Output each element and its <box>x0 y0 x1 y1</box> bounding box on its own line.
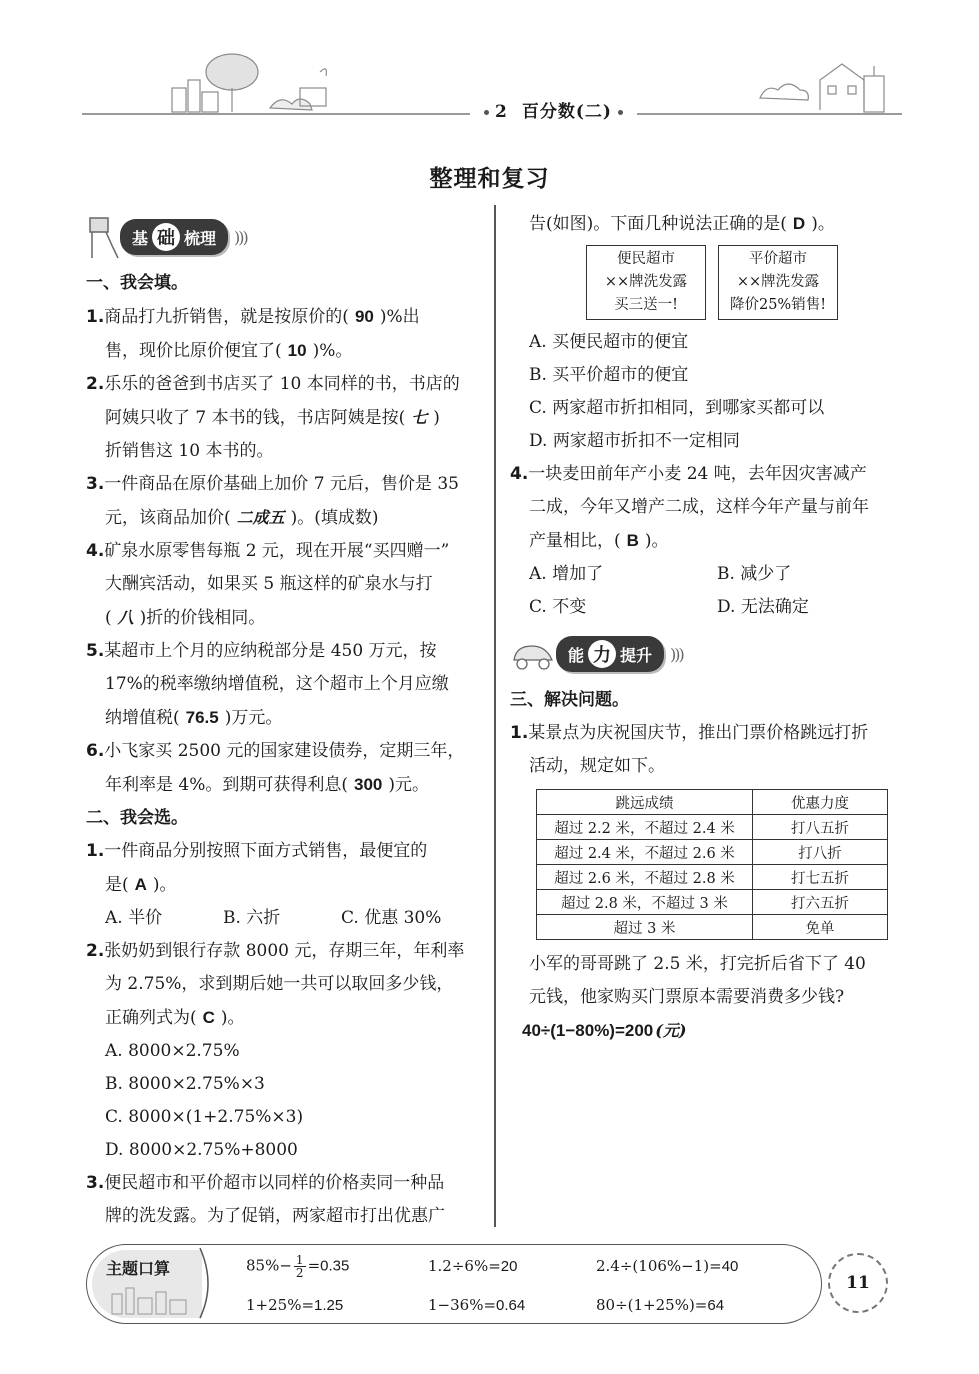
oral-expr: 85%− <box>246 1256 292 1275</box>
badge-text: 梳理 <box>184 228 217 248</box>
oral-result[interactable]: 1.25 <box>314 1297 344 1314</box>
question-text: 某超市上个月的应纳税部分是 450 万元，按 <box>104 641 437 661</box>
oral-result[interactable]: 40 <box>721 1258 739 1275</box>
answer-blank[interactable]: C <box>202 1008 215 1027</box>
table-header: 跳远成绩 <box>537 790 753 815</box>
question-text: )。 <box>811 214 835 234</box>
badge-pill <box>556 636 664 672</box>
problem-1 <box>510 717 905 1048</box>
question-text: 乐乐的爸爸到书店买了 10 本同样的书，书店的 <box>104 374 460 394</box>
answer-blank[interactable]: 10 <box>287 341 307 360</box>
fill-question-5 <box>86 635 488 735</box>
table-row <box>537 890 888 915</box>
oral-calc-label-box <box>92 1250 202 1318</box>
question-text: 是( <box>105 875 129 895</box>
question-number: 4. <box>510 464 529 484</box>
question-text: 活动，规定如下。 <box>529 756 665 776</box>
question-text: )%。 <box>312 341 353 361</box>
question-text: 告(如图)。下面几种说法正确的是( <box>529 214 787 234</box>
chapter-title: 百分数(二) <box>521 102 612 122</box>
table-cell: 超过 2.8 米，不超过 3 米 <box>537 890 753 915</box>
option-c[interactable]: C. 优惠 30% <box>341 908 442 928</box>
question-text: )万元。 <box>224 708 283 728</box>
table-header: 优惠力度 <box>753 790 888 815</box>
page-number: 11 <box>846 1273 870 1293</box>
question-number: 3. <box>86 1173 105 1193</box>
options-row <box>510 591 905 624</box>
car-icon <box>510 634 556 674</box>
question-text: )。 <box>220 1008 245 1028</box>
badge-ability <box>510 624 905 684</box>
question-text: 元钱，他家购买门票原本需要消费多少钱? <box>529 987 845 1007</box>
oral-expr: 1.2÷6%= <box>428 1257 501 1275</box>
column-divider <box>494 205 496 1227</box>
choice-question-2 <box>86 935 488 1167</box>
section-title: 三、解决问题。 <box>510 690 629 710</box>
question-text: 某景点为庆祝国庆节，推出门票价格跳远打折 <box>528 723 869 743</box>
badge-text: 基 <box>132 228 149 248</box>
oral-result[interactable]: 0.35 <box>320 1257 350 1275</box>
oral-expr: = <box>307 1256 321 1275</box>
option-c[interactable]: C. 两家超市折扣相同，到哪家买都可以 <box>529 398 825 418</box>
section-title: 一、我会填。 <box>86 273 188 293</box>
answer-unit: (元) <box>655 1021 687 1040</box>
left-column <box>86 207 488 1233</box>
question-text: ( <box>105 608 112 628</box>
badge-basic-review <box>86 207 488 267</box>
question-text: 商品打九折销售，就是按原价的( <box>104 307 349 327</box>
promo-line: 降价25%销售! <box>729 297 827 313</box>
oral-calc-label: 主题口算 <box>106 1259 171 1278</box>
fill-question-6 <box>86 735 488 802</box>
oral-result[interactable]: 0.64 <box>496 1297 526 1314</box>
table-cell: 超过 2.4 米，不超过 2.6 米 <box>537 840 753 865</box>
question-text: 一件商品在原价基础上加价 7 元后，售价是 35 <box>104 474 459 494</box>
answer-blank[interactable]: 90 <box>354 307 374 326</box>
choice-question-1 <box>86 835 488 935</box>
table-cell: 打八五折 <box>753 815 888 840</box>
question-text: 一件商品分别按照下面方式销售，最便宜的 <box>104 841 428 861</box>
fill-question-3 <box>86 468 488 535</box>
option-b[interactable]: B. 减少了 <box>717 564 792 584</box>
question-number: 5. <box>86 641 105 661</box>
question-number: 2. <box>86 374 105 394</box>
oral-result[interactable]: 64 <box>707 1297 725 1314</box>
oral-item-4 <box>246 1296 343 1314</box>
question-text: )。(填成数) <box>290 508 379 528</box>
answer-blank[interactable]: 二成五 <box>236 508 285 527</box>
answer-blank[interactable]: 300 <box>354 775 383 794</box>
chapter-number: 2 <box>495 102 508 122</box>
oral-expr: 2.4÷(106%−1)= <box>596 1257 722 1275</box>
promo-box-pingjia <box>718 245 838 320</box>
question-number: 4. <box>86 541 105 561</box>
choice-question-4 <box>510 458 905 624</box>
answer-blank[interactable]: B <box>626 531 639 550</box>
question-text: )%出 <box>379 307 420 327</box>
promo-boxes <box>586 245 905 320</box>
question-text: 售，现价比原价便宜了( <box>105 341 282 361</box>
badge-big-char: 础 <box>152 223 180 251</box>
option-c[interactable]: C. 不变 <box>529 597 587 617</box>
table-cell: 打八折 <box>753 840 888 865</box>
question-text: 矿泉水原零售每瓶 2 元，现在开展“买四赠一” <box>104 541 450 561</box>
table-row <box>537 865 888 890</box>
section-title: 二、我会选。 <box>86 808 188 828</box>
promo-line: 平价超市 <box>749 251 807 267</box>
question-text: 为 2.75%，求到期后她一共可以取回多少钱， <box>105 974 454 994</box>
table-cell: 打七五折 <box>753 865 888 890</box>
option-b[interactable]: B. 六折 <box>223 908 281 928</box>
slide-icon <box>86 214 120 260</box>
question-number: 1. <box>86 841 105 861</box>
question-text: 年利率是 4%。到期可获得利息( <box>105 775 349 795</box>
promo-line: ××牌洗发露 <box>604 274 688 290</box>
oral-item-5 <box>428 1296 525 1314</box>
answer-blank[interactable]: 八 <box>117 608 134 627</box>
bullet-dot-icon <box>484 110 489 115</box>
table-cell: 打六五折 <box>753 890 888 915</box>
oral-item-2 <box>428 1257 517 1275</box>
question-text: 产量相比，( <box>529 531 621 551</box>
table-row <box>537 915 888 940</box>
city-skyline-icon <box>102 1280 202 1316</box>
option-a[interactable]: A. 买便民超市的便宜 <box>529 332 689 352</box>
waves-icon: ))) <box>234 227 247 247</box>
question-text: )。 <box>644 531 669 551</box>
question-text: )折的价钱相同。 <box>139 608 266 628</box>
question-text: 元，该商品加价( <box>105 508 231 528</box>
oral-expr: 80÷(1+25%)= <box>596 1296 708 1314</box>
answer-line[interactable] <box>510 1014 905 1048</box>
answer-blank[interactable]: 76.5 <box>185 708 219 727</box>
oral-result[interactable]: 20 <box>500 1258 518 1275</box>
badge-big-char: 力 <box>588 640 616 668</box>
question-text: 折销售这 10 本书的。 <box>105 441 274 461</box>
table-row <box>537 815 888 840</box>
fill-question-1 <box>86 300 488 368</box>
options-row <box>510 558 905 591</box>
question-text: 小军的哥哥跳了 2.5 米，打完折后省下了 40 <box>529 954 866 974</box>
answer-calc: 40÷(1−80%)=200 <box>522 1021 654 1040</box>
promo-line: 便民超市 <box>617 251 675 267</box>
answer-blank[interactable]: D <box>792 214 806 233</box>
question-text: 二成，今年又增产二成，这样今年产量与前年 <box>529 497 869 517</box>
waves-icon: ))) <box>670 644 683 664</box>
promo-line: ××牌洗发露 <box>736 274 820 290</box>
badge-text: 提升 <box>620 645 653 665</box>
answer-blank[interactable]: A <box>134 875 147 894</box>
option-d[interactable]: D. 两家超市折扣不一定相同 <box>529 431 740 451</box>
question-number: 2. <box>86 941 105 961</box>
promo-box-bianmin <box>586 245 706 320</box>
option-b[interactable]: B. 买平价超市的便宜 <box>529 365 689 385</box>
question-text: 正确列式为( <box>105 1008 197 1028</box>
question-text: ) <box>433 408 440 428</box>
question-number: 1. <box>86 307 105 327</box>
right-column <box>510 207 905 1048</box>
question-text: 纳增值税( <box>105 708 180 728</box>
oral-item-1 <box>246 1254 349 1279</box>
question-text: 牌的洗发露。为了促销，两家超市打出优惠广 <box>105 1206 445 1226</box>
table-row <box>537 840 888 865</box>
answer-blank[interactable]: 七 <box>411 408 428 427</box>
oral-expr: 1−36%= <box>428 1296 497 1314</box>
option-d[interactable]: D. 无法确定 <box>717 597 809 617</box>
page-title: 整理和复习 <box>429 165 550 192</box>
option-d[interactable]: D. 8000×2.75%+8000 <box>105 1140 298 1160</box>
fraction-numerator: 1 <box>295 1253 304 1267</box>
question-number: 1. <box>510 723 529 743</box>
fraction-denominator: 2 <box>295 1266 304 1280</box>
footer-curve-divider <box>198 1246 218 1320</box>
bullet-dot-icon <box>618 110 623 115</box>
question-text: 便民超市和平价超市以同样的价格卖同一种品 <box>104 1173 445 1193</box>
table-cell: 免单 <box>753 915 888 940</box>
options-row <box>86 902 488 935</box>
question-text: 17%的税率缴纳增值税，这个超市上个月应缴 <box>105 674 449 694</box>
chapter-heading <box>470 97 637 122</box>
question-text: )。 <box>152 875 177 895</box>
oral-item-3 <box>596 1257 738 1275</box>
question-text: )元。 <box>388 775 430 795</box>
option-c[interactable]: C. 8000×(1+2.75%×3) <box>105 1107 304 1127</box>
badge-text: 能 <box>568 645 585 665</box>
fill-question-4 <box>86 535 488 635</box>
question-text: 一块麦田前年产小麦 24 吨，去年因灾害减产 <box>528 464 867 484</box>
oral-item-6 <box>596 1296 724 1314</box>
question-text: 大酬宾活动，如果买 5 瓶这样的矿泉水与打 <box>105 574 433 594</box>
promo-line: 买三送一! <box>614 297 678 313</box>
question-number: 6. <box>86 741 105 761</box>
option-a[interactable]: A. 增加了 <box>529 564 604 584</box>
question-number: 3. <box>86 474 105 494</box>
badge-pill <box>120 219 228 255</box>
question-text: 张奶奶到银行存款 8000 元，存期三年，年利率 <box>104 941 465 961</box>
choice-question-3 <box>86 1167 488 1233</box>
option-b[interactable]: B. 8000×2.75%×3 <box>105 1074 265 1094</box>
fraction <box>294 1254 306 1279</box>
option-a[interactable]: A. 半价 <box>105 908 163 928</box>
table-cell: 超过 2.6 米，不超过 2.8 米 <box>537 865 753 890</box>
table-cell: 超过 2.2 米，不超过 2.4 米 <box>537 815 753 840</box>
question-text: 小飞家买 2500 元的国家建设债券，定期三年， <box>104 741 465 761</box>
question-text: 阿姨只收了 7 本书的钱，书店阿姨是按( <box>105 408 406 428</box>
option-a[interactable]: A. 8000×2.75% <box>105 1041 240 1061</box>
fill-question-2 <box>86 368 488 468</box>
oral-expr: 1+25%= <box>246 1296 315 1314</box>
discount-table <box>536 789 888 940</box>
table-header-row <box>537 790 888 815</box>
table-cell: 超过 3 米 <box>537 915 753 940</box>
